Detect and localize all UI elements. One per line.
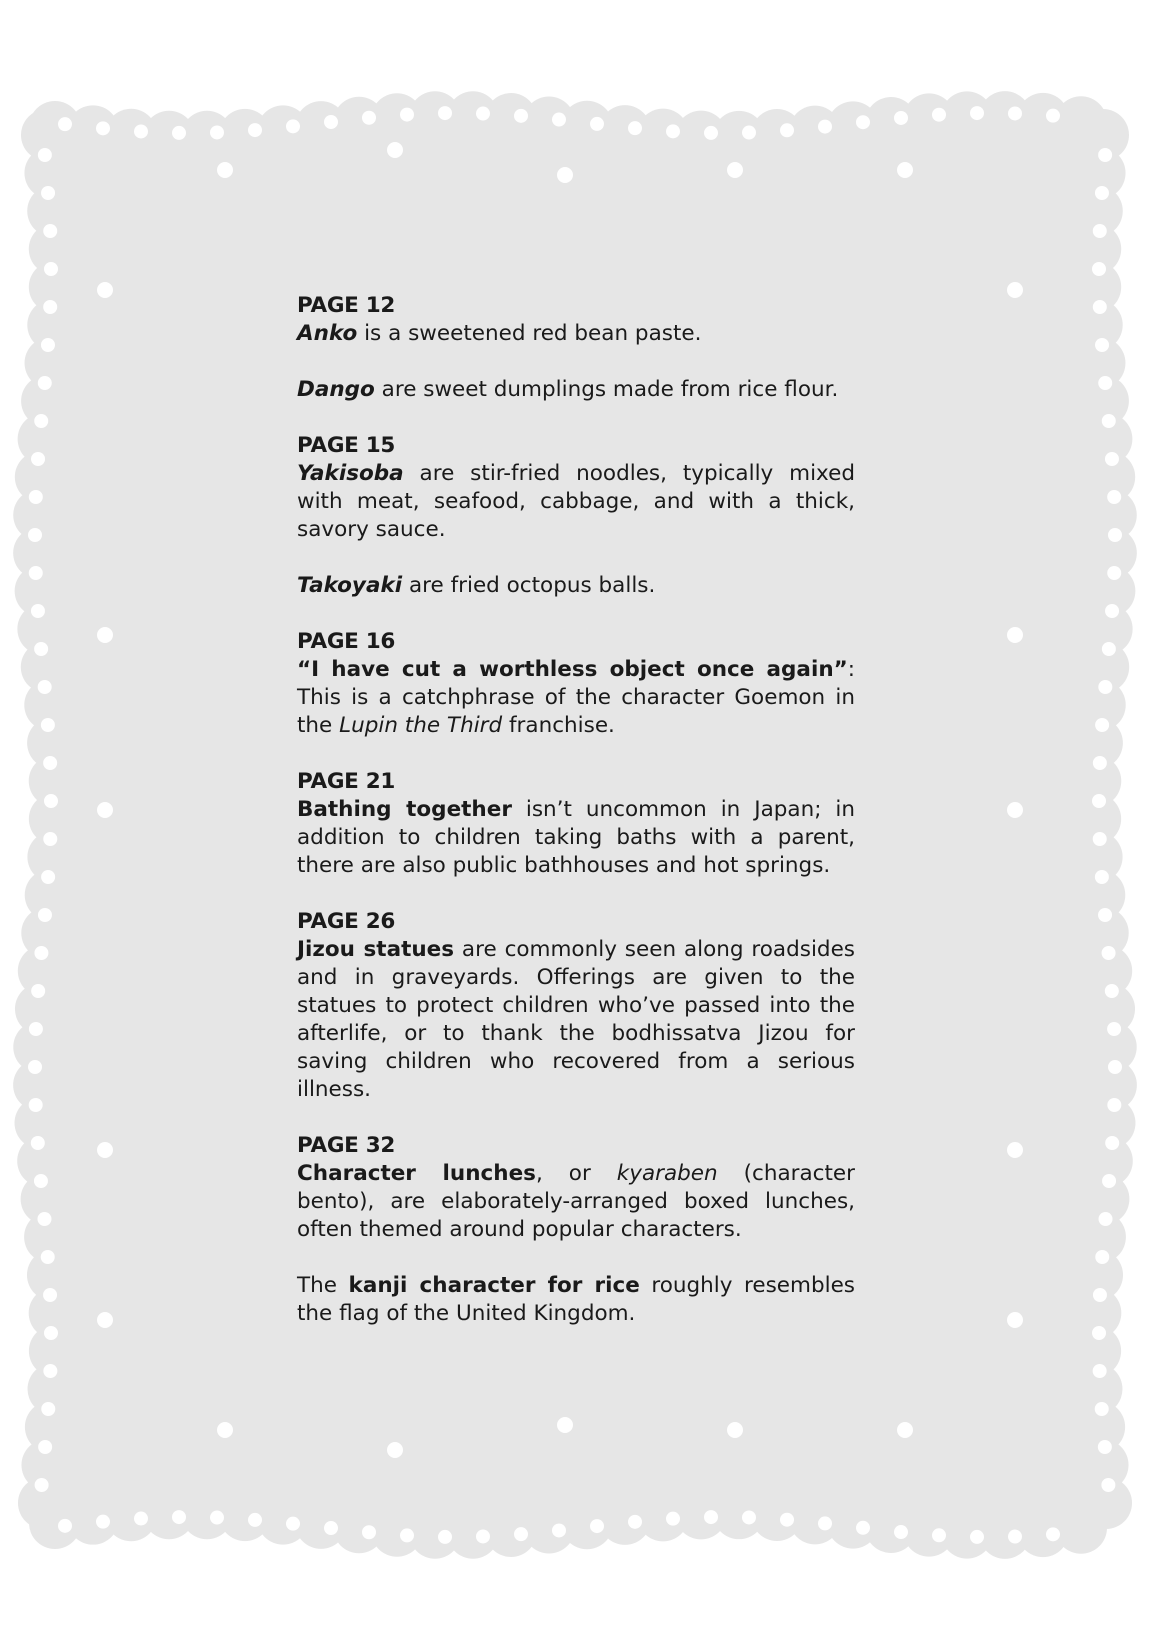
lace-eyelet [1092,794,1106,808]
note-text: (character bento), are elaborately-arranged boxed lunches, often themed around popular characters. [297,1161,855,1242]
lace-eyelet [44,1326,58,1340]
lace-eyelet [43,224,57,238]
lace-eyelet [704,126,718,140]
note-text: , or [535,1161,617,1186]
lace-eyelet [727,1422,743,1438]
lace-eyelet [1107,1098,1121,1112]
lace-eyelet [387,142,403,158]
lace-eyelet [476,107,490,121]
glossary-term: Bathing together [297,797,512,822]
note-text: are stir-fried noodles, typically mixed with meat, seafood, cabbage, and with a thick, savory sauce. [297,461,855,542]
glossary-term: Character lunches [297,1161,536,1186]
lace-eyelet [28,528,42,542]
lace-eyelet [557,1417,573,1433]
note-text: : This is a catchphrase of the character Goemon in the [297,657,855,738]
lace-eyelet [41,870,55,884]
note-section [297,908,855,1104]
lace-eyelet [38,680,52,694]
page-heading: PAGE 12 [297,293,396,318]
lace-eyelet [514,1527,528,1541]
lace-eyelet [628,121,642,135]
lace-eyelet [1092,262,1106,276]
note-paragraph [297,936,855,1104]
note-text: isn’t uncommon in Japan; in addition to children taking baths with a parent, there are also public bathhouses and hot springs. [297,797,855,878]
italic-title: kyaraben [616,1161,718,1186]
lace-eyelet [43,832,57,846]
lace-eyelet [1095,718,1109,732]
note-section [297,628,855,740]
lace-eyelet [1102,1174,1116,1188]
note-paragraph [297,376,855,404]
lace-eyelet [1105,1136,1119,1150]
lace-eyelet [41,186,55,200]
lace-eyelet [97,1312,113,1328]
lace-eyelet [29,490,43,504]
lace-eyelet [1102,414,1116,428]
lace-eyelet [31,452,45,466]
note-section [297,432,855,600]
lace-eyelet [856,1521,870,1535]
lace-eyelet [856,115,870,129]
lace-eyelet [43,756,57,770]
lace-eyelet [286,119,300,133]
note-text: is a sweetened red bean paste. [357,321,702,346]
page-heading: PAGE 15 [297,433,396,458]
lace-eyelet [97,1142,113,1158]
lace-eyelet [1105,604,1119,618]
lace-eyelet [894,1525,908,1539]
lace-eyelet [400,1528,414,1542]
lace-eyelet [35,1478,49,1492]
lace-eyelet [29,1022,43,1036]
lace-eyelet [1093,300,1107,314]
lace-eyelet [1007,1142,1023,1158]
glossary-term: kanji character for rice [348,1273,640,1298]
lace-eyelet [324,1521,338,1535]
lace-eyelet [970,106,984,120]
lace-eyelet [1105,984,1119,998]
lace-eyelet [1101,1478,1115,1492]
note-text: roughly resembles the flag of the United Kingdom. [297,1273,855,1326]
note-paragraph [297,1160,855,1244]
note-text: are sweet dumplings made from rice flour. [374,377,839,402]
lace-eyelet [34,1174,48,1188]
lace-eyelet [217,162,233,178]
lace-eyelet [38,376,52,390]
lace-eyelet [1105,452,1119,466]
lace-eyelet [1046,1527,1060,1541]
lace-eyelet [217,1422,233,1438]
lace-eyelet [1007,802,1023,818]
lace-eyelet [38,908,52,922]
lace-eyelet [1098,148,1112,162]
glossary-term: “I have cut a worthless object once again” [297,657,848,682]
lace-eyelet [704,1510,718,1524]
lace-eyelet [552,1523,566,1537]
lace-eyelet [557,167,573,183]
lace-eyelet [1095,1402,1109,1416]
lace-eyelet [134,1512,148,1526]
lace-eyelet [818,1516,832,1530]
note-text: franchise. [502,713,615,738]
lace-eyelet [1095,186,1109,200]
lace-eyelet [44,262,58,276]
lace-eyelet [43,300,57,314]
lace-eyelet [1007,627,1023,643]
glossary-term: Jizou statues [297,937,455,962]
lace-eyelet [1107,1022,1121,1036]
lace-eyelet [894,111,908,125]
note-text: are fried octopus balls. [402,573,656,598]
lace-eyelet [1092,1326,1106,1340]
lace-eyelet [96,1515,110,1529]
lace-eyelet [1095,338,1109,352]
glossary-term: Takoyaki [297,573,403,598]
lace-eyelet [897,162,913,178]
lace-eyelet [897,1422,913,1438]
lace-eyelet [1102,642,1116,656]
italic-title: Lupin the Third [339,713,503,738]
lace-eyelet [1108,1060,1122,1074]
note-text: The [297,1273,349,1298]
lace-eyelet [324,115,338,129]
lace-eyelet [438,106,452,120]
lace-eyelet [1095,870,1109,884]
lace-eyelet [34,946,48,960]
lace-eyelet [41,1250,55,1264]
lace-eyelet [590,117,604,131]
lace-eyelet [362,111,376,125]
lace-eyelet [1007,282,1023,298]
glossary-notes [297,292,855,1356]
lace-eyelet [387,1442,403,1458]
lace-eyelet [742,126,756,140]
lace-eyelet [1046,109,1060,123]
note-paragraph [297,460,855,544]
note-paragraph [297,572,855,600]
lace-eyelet [31,604,45,618]
lace-eyelet [742,1510,756,1524]
lace-eyelet [41,1402,55,1416]
glossary-term: Dango [297,377,375,402]
lace-eyelet [590,1519,604,1533]
lace-eyelet [286,1517,300,1531]
lace-eyelet [210,1511,224,1525]
note-paragraph [297,656,855,740]
lace-eyelet [34,414,48,428]
lace-eyelet [1098,376,1112,390]
lace-eyelet [96,121,110,135]
lace-eyelet [780,1513,794,1527]
glossary-term: Yakisoba [297,461,404,486]
lace-eyelet [248,1513,262,1527]
lace-eyelet [514,109,528,123]
lace-eyelet [44,794,58,808]
note-paragraph [297,796,855,880]
lace-eyelet [97,282,113,298]
page-heading: PAGE 26 [297,909,396,934]
lace-eyelet [58,1519,72,1533]
lace-eyelet [727,162,743,178]
page-heading: PAGE 16 [297,629,396,654]
lace-eyelet [41,718,55,732]
lace-eyelet [29,1098,43,1112]
lace-eyelet [780,123,794,137]
lace-eyelet [28,1060,42,1074]
lace-eyelet [1007,1312,1023,1328]
lace-eyelet [400,108,414,122]
lace-eyelet [1107,490,1121,504]
lace-eyelet [1093,1288,1107,1302]
lace-eyelet [38,148,52,162]
note-paragraph [297,320,855,348]
lace-eyelet [438,1530,452,1544]
lace-eyelet [818,120,832,134]
lace-eyelet [1098,1440,1112,1454]
lace-eyelet [58,117,72,131]
lace-eyelet [476,1529,490,1543]
lace-eyelet [97,627,113,643]
lace-eyelet [362,1525,376,1539]
note-paragraph [297,1272,855,1328]
lace-eyelet [31,984,45,998]
lace-eyelet [43,1364,57,1378]
lace-eyelet [134,124,148,138]
lace-eyelet [37,1212,51,1226]
lace-eyelet [172,126,186,140]
lace-eyelet [43,1288,57,1302]
lace-eyelet [1102,946,1116,960]
lace-eyelet [172,1510,186,1524]
lace-eyelet [970,1530,984,1544]
lace-eyelet [210,125,224,139]
lace-eyelet [34,642,48,656]
lace-eyelet [248,123,262,137]
note-text: are commonly seen along roadsides and in graveyards. Offerings are given to the statues to protect children who’ve passed into the afterlife, or to thank the bodhissatva Jizou for saving children who recovered from a serious illness. [297,937,856,1102]
lace-eyelet [29,566,43,580]
lace-eyelet [1093,756,1107,770]
lace-eyelet [932,1528,946,1542]
lace-eyelet [552,113,566,127]
lace-eyelet [1093,832,1107,846]
note-section [297,1132,855,1328]
lace-eyelet [1093,1364,1107,1378]
page-heading: PAGE 32 [297,1133,396,1158]
note-section [297,292,855,404]
lace-eyelet [1098,680,1112,694]
glossary-term: Anko [297,321,358,346]
lace-eyelet [1098,908,1112,922]
note-section [297,768,855,880]
lace-eyelet [628,1515,642,1529]
lace-eyelet [1108,528,1122,542]
lace-eyelet [1093,224,1107,238]
lace-eyelet [932,108,946,122]
page-heading: PAGE 21 [297,769,396,794]
lace-eyelet [31,1136,45,1150]
lace-eyelet [666,1512,680,1526]
lace-eyelet [666,124,680,138]
lace-eyelet [97,802,113,818]
lace-eyelet [1008,1530,1022,1544]
lace-eyelet [1095,1250,1109,1264]
lace-eyelet [41,338,55,352]
lace-eyelet [38,1440,52,1454]
lace-eyelet [1099,1212,1113,1226]
lace-eyelet [1107,566,1121,580]
lace-eyelet [1008,106,1022,120]
